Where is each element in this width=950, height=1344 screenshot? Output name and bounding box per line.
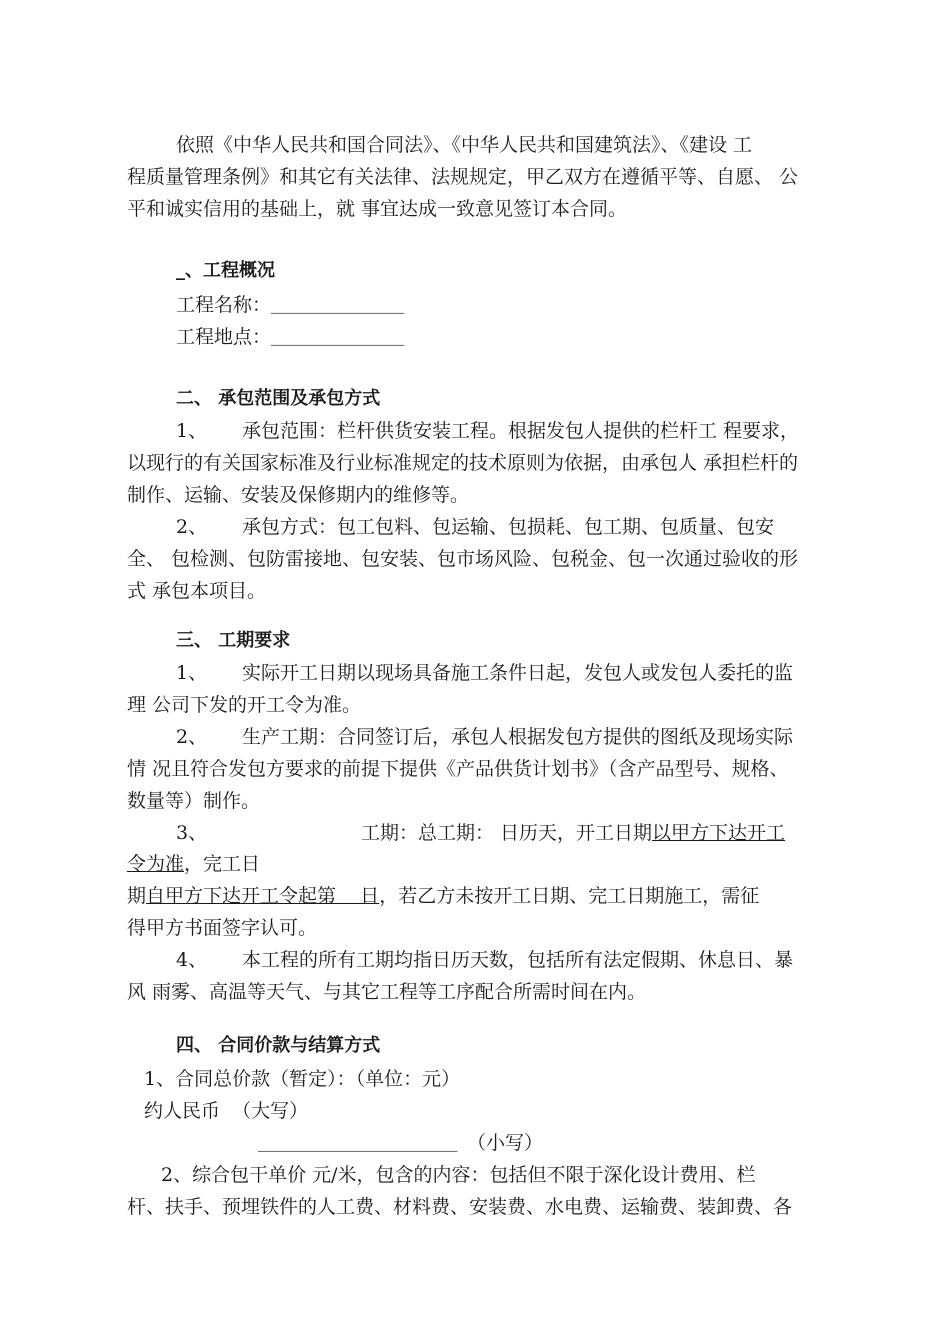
- s3-p3-underlined-b: 以甲方下达开工: [652, 822, 786, 844]
- s3-p3-line-4: 得甲方书面签字认可。: [127, 917, 318, 939]
- s3-p2-line-3: 数量等）制作。: [127, 790, 261, 812]
- intro-line-1: 依照《中华人民共和国合同法》、《中华人民共和国建筑法》、《建设 工: [176, 134, 753, 156]
- s4-line-2: 约人民币 （大写）: [144, 1100, 309, 1122]
- s3-p3-text-g: ，若乙方未按开工日期、完工日期施工，需征: [379, 885, 760, 907]
- s3-p2-number: 2、: [176, 726, 208, 748]
- s2-p2-line-1: 承包方式：包工包料、包运输、包损耗、包工期、包质量、包安: [242, 516, 775, 538]
- s2-p1-number: 1、: [176, 420, 208, 442]
- s3-p2-line-1: 生产工期：合同签订后，承包人根据发包方提供的图纸及现场实际: [242, 726, 794, 748]
- s2-p1-line-1: 承包范围：栏杆供货安装工程。根据发包人提供的栏杆工 程要求，: [242, 420, 800, 442]
- s3-p4-line-1: 本工程的所有工期均指日历天数，包括所有法定假期、休息日、暴: [242, 949, 794, 971]
- s2-p2-line-2: 全、 包检测、包防雷接地、包安装、包市场风险、包税金、包一次通过验收的形: [127, 548, 799, 570]
- s3-p3-text-d: ，完工日: [184, 853, 261, 875]
- intro-line-2: 程质量管理条例》和其它有关法律、法规规定，甲乙双方在遵循平等、自愿、 公: [127, 166, 799, 188]
- s2-p2-number: 2、: [176, 516, 208, 538]
- section-2-title: 二、 承包范围及承包方式: [176, 388, 381, 409]
- s4-line-5: 杆、扶手、预埋铁件的人工费、材料费、安装费、水电费、运输费、装卸费、各: [127, 1196, 793, 1218]
- s4-line-1: 1、合同总价款（暂定）：（单位：元）: [144, 1068, 461, 1090]
- s3-p4-line-2: 风 雨雾、高温等天气、与其它工程等工序配合所需时间在内。: [127, 981, 647, 1003]
- s2-p2-line-3: 式 承包本项目。: [127, 580, 267, 602]
- s3-p4-number: 4、: [176, 949, 208, 971]
- s3-p3-underlined-f: 自甲方下达开工令起第 日: [146, 885, 380, 907]
- s3-p1-number: 1、: [176, 662, 208, 684]
- s3-p3-text-a: 工期：总工期： 日历天，开工日期: [361, 822, 653, 844]
- s3-p3-underlined-c: 令为准: [127, 853, 185, 875]
- s3-p3-line-1: [361, 821, 785, 845]
- s3-p1-line-1: 实际开工日期以现场具备施工条件日起，发包人或发包人委托的监: [242, 662, 794, 684]
- s3-p2-line-2: 情 况且符合发包方要求的前提下提供《产品供货计划书》（含产品型号、规格、: [127, 758, 789, 780]
- project-name-blank: ______________: [271, 292, 404, 314]
- section-4-title: 四、 合同价款与结算方式: [176, 1035, 381, 1056]
- amount-small-blank: _____________________: [258, 1130, 458, 1152]
- s3-p3-text-e: 期: [127, 885, 147, 907]
- s3-p3-number: 3、: [176, 822, 208, 844]
- s3-p3-line-2: [127, 852, 260, 876]
- s2-p1-line-3: 制作、运输、安装及保修期内的维修等。: [127, 484, 470, 506]
- section-1-title: _、工程概况: [176, 260, 275, 281]
- intro-line-3: 平和诚实信用的基础上，就 事宜达成一致意见签订本合同。: [127, 198, 628, 220]
- s3-p1-line-2: 理 公司下发的开工令为准。: [127, 694, 362, 716]
- project-name-label: 工程名称：: [176, 294, 272, 316]
- s4-line-4: 2、综合包干单价 元/米，包含的内容：包括但不限于深化设计费用、栏: [161, 1164, 756, 1186]
- amount-small-label: （小写）: [467, 1132, 544, 1154]
- s2-p1-line-2: 以现行的有关国家标准及行业标准规定的技术原则为依据，由承包人 承担栏杆的: [127, 452, 799, 474]
- section-3-title: 三、 工期要求: [176, 630, 291, 651]
- project-place-blank: ______________: [271, 324, 404, 346]
- project-place-label: 工程地点：: [176, 326, 272, 348]
- s3-p3-line-3: [127, 884, 759, 908]
